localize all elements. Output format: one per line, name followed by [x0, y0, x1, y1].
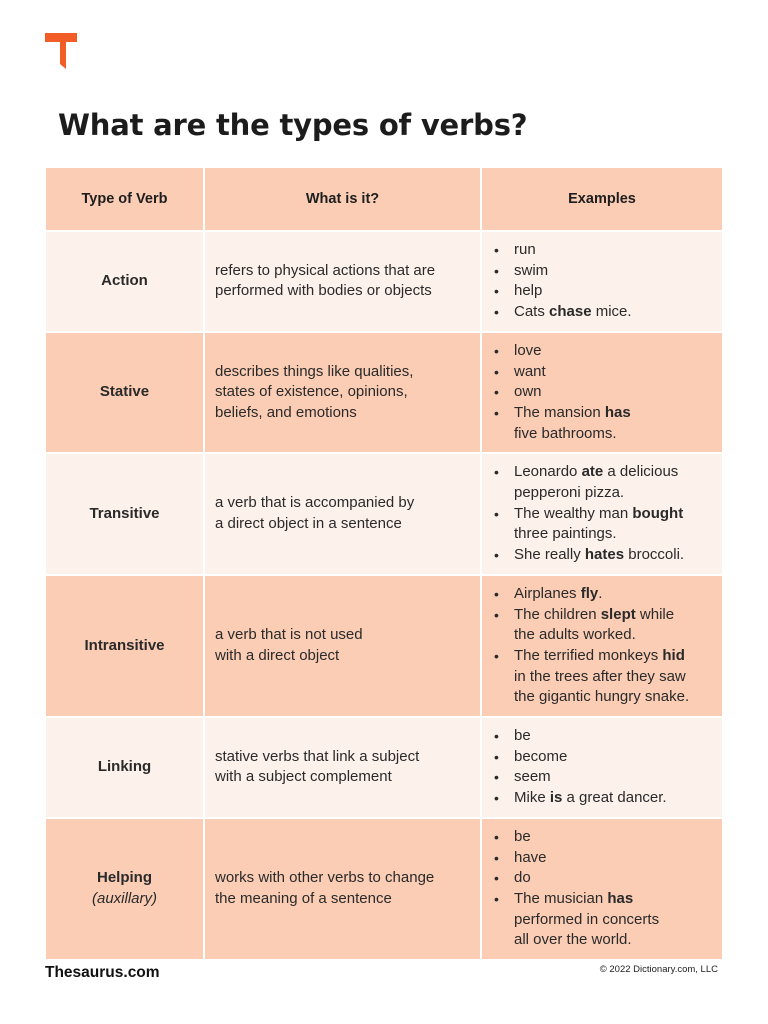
example-text: Cats [514, 303, 550, 321]
example-text: broccoli. [624, 546, 685, 564]
example-item [494, 726, 712, 747]
verb-type-name: Intransitive [84, 636, 165, 654]
example-text: do [514, 869, 531, 887]
example-item [494, 302, 712, 323]
example-text: The musician [514, 889, 608, 907]
description-line: beliefs, and emotions [215, 403, 357, 421]
verb-type-cell [46, 333, 205, 455]
example-text: pepperoni pizza. [514, 484, 625, 502]
verb-description-cell [205, 718, 482, 819]
verb-description-cell [205, 576, 482, 718]
example-text: while [635, 605, 675, 623]
example-text: The terrified monkeys [514, 646, 663, 664]
examples-list [494, 462, 712, 566]
example-text: want [514, 362, 546, 380]
description-line: the meaning of a sentence [215, 889, 392, 907]
example-line [514, 726, 712, 747]
description-line: performed with bodies or objects [215, 282, 432, 300]
example-line [514, 930, 712, 951]
thesaurus-logo-icon[interactable] [45, 33, 77, 69]
examples-list [494, 240, 712, 323]
example-item [494, 281, 712, 302]
example-text: help [514, 282, 543, 300]
example-line [514, 302, 712, 323]
example-verb-highlight: chase [549, 303, 592, 321]
verb-type-cell [46, 454, 205, 576]
example-line [514, 362, 712, 383]
example-item [494, 382, 712, 403]
page-title: What are the types of verbs? [58, 108, 528, 142]
example-item [494, 788, 712, 809]
example-text: swim [514, 261, 549, 279]
example-text: The wealthy man [514, 504, 633, 522]
examples-list [494, 827, 712, 951]
description-line: stative verbs that link a subject [215, 747, 420, 765]
verb-examples-cell [482, 819, 722, 961]
verb-type-name: Action [101, 272, 148, 290]
example-text: The children [514, 605, 601, 623]
example-verb-highlight: fly [580, 584, 599, 602]
example-line [514, 605, 712, 626]
example-line [514, 524, 712, 545]
example-text: become [514, 747, 568, 765]
verb-type-cell [46, 819, 205, 961]
verb-description-cell [205, 232, 482, 333]
example-text: . [598, 584, 603, 602]
verb-examples-cell [482, 454, 722, 576]
example-verb-highlight: hid [662, 646, 685, 664]
verb-type-subtitle: (auxillary) [91, 889, 157, 907]
description-line: with a subject complement [215, 768, 392, 786]
footer-copyright: © 2022 Dictionary.com, LLC [599, 964, 718, 975]
example-item [494, 261, 712, 282]
example-text: all over the world. [514, 931, 632, 949]
example-text: Leonardo [514, 463, 582, 481]
example-line [514, 382, 712, 403]
description-line: with a direct object [215, 646, 340, 664]
example-verb-highlight: is [549, 789, 563, 807]
example-text: mice. [591, 303, 632, 321]
example-line [514, 504, 712, 525]
example-item [494, 240, 712, 261]
example-line [514, 341, 712, 362]
table-row [46, 718, 722, 819]
example-text: the adults worked. [514, 626, 636, 644]
description-line: works with other verbs to change [215, 869, 435, 887]
example-verb-highlight: has [607, 889, 634, 907]
example-item [494, 403, 712, 444]
example-text: a delicious [603, 463, 679, 481]
example-line [514, 827, 712, 848]
example-text: in the trees after they saw [514, 667, 686, 685]
example-line [514, 403, 712, 424]
verb-type-name: Stative [99, 383, 150, 401]
verb-examples-cell [482, 718, 722, 819]
example-line [514, 889, 712, 910]
examples-list [494, 726, 712, 809]
example-text: a great dancer. [562, 789, 667, 807]
example-line [514, 687, 712, 708]
example-line [514, 281, 712, 302]
example-item [494, 889, 712, 951]
description-line: refers to physical actions that are [215, 261, 436, 279]
description-line: a verb that is accompanied by [215, 494, 415, 512]
example-item [494, 545, 712, 566]
examples-list [494, 341, 712, 445]
example-verb-highlight: bought [632, 504, 684, 522]
example-line [514, 483, 712, 504]
example-line [514, 788, 712, 809]
example-item [494, 827, 712, 848]
verb-type-name: Helping [97, 869, 152, 887]
table-header-row [46, 168, 722, 232]
verb-description-cell [205, 333, 482, 455]
verb-type-cell [46, 576, 205, 718]
example-item [494, 362, 712, 383]
example-item [494, 605, 712, 646]
example-item [494, 848, 712, 869]
example-text: run [514, 241, 536, 258]
verb-description-cell [205, 454, 482, 576]
header-what-is-it: What is it? [205, 168, 482, 232]
table-row [46, 576, 722, 718]
verb-examples-cell [482, 576, 722, 718]
example-line [514, 462, 712, 483]
table-row [46, 454, 722, 576]
footer-brand-link[interactable]: Thesaurus.com [45, 964, 160, 981]
example-text: be [514, 827, 531, 845]
header-type-of-verb: Type of Verb [46, 168, 205, 232]
header-examples: Examples [482, 168, 722, 232]
verb-type-name: Transitive [89, 504, 160, 522]
verb-type-cell [46, 718, 205, 819]
example-item [494, 584, 712, 605]
example-text: own [514, 383, 542, 401]
example-line [514, 625, 712, 646]
example-item [494, 504, 712, 545]
example-text: Mike [514, 789, 550, 807]
example-text: be [514, 727, 531, 745]
example-verb-highlight: hates [584, 546, 625, 564]
verb-examples-cell [482, 232, 722, 333]
example-text: the gigantic hungry snake. [514, 688, 690, 706]
example-line [514, 868, 712, 889]
example-line [514, 848, 712, 869]
example-line [514, 545, 712, 566]
example-item [494, 462, 712, 503]
logo-t-shape [45, 33, 77, 69]
example-item [494, 767, 712, 788]
verb-types-table [46, 168, 722, 961]
example-line [514, 767, 712, 788]
table-row [46, 333, 722, 455]
example-verb-highlight: slept [600, 605, 636, 623]
example-text: five bathrooms. [514, 424, 617, 442]
example-line [514, 240, 712, 261]
example-text: performed in concerts [514, 910, 660, 928]
verb-type-cell [46, 232, 205, 333]
table-row [46, 819, 722, 961]
description-line: a direct object in a sentence [215, 515, 402, 533]
verb-examples-cell [482, 333, 722, 455]
example-verb-highlight: ate [581, 463, 604, 481]
table-row [46, 232, 722, 333]
description-line: states of existence, opinions, [215, 383, 408, 401]
example-text: have [514, 848, 547, 866]
example-text: seem [514, 768, 551, 786]
example-item [494, 341, 712, 362]
description-line: a verb that is not used [215, 626, 363, 644]
example-item [494, 747, 712, 768]
verb-type-name: Linking [97, 758, 152, 776]
description-line: describes things like qualities, [215, 362, 414, 380]
example-verb-highlight: has [604, 403, 631, 421]
example-line [514, 646, 712, 667]
example-line [514, 910, 712, 931]
example-line [514, 747, 712, 768]
example-line [514, 261, 712, 282]
example-item [494, 646, 712, 708]
example-text: three paintings. [514, 525, 617, 543]
example-line [514, 667, 712, 688]
example-text: Airplanes [514, 584, 581, 602]
example-line [514, 584, 712, 605]
example-text: love [514, 341, 542, 359]
example-item [494, 868, 712, 889]
example-text: She really [514, 546, 585, 564]
example-line [514, 424, 712, 445]
example-text: The mansion [514, 403, 605, 421]
verb-description-cell [205, 819, 482, 961]
examples-list [494, 584, 712, 708]
